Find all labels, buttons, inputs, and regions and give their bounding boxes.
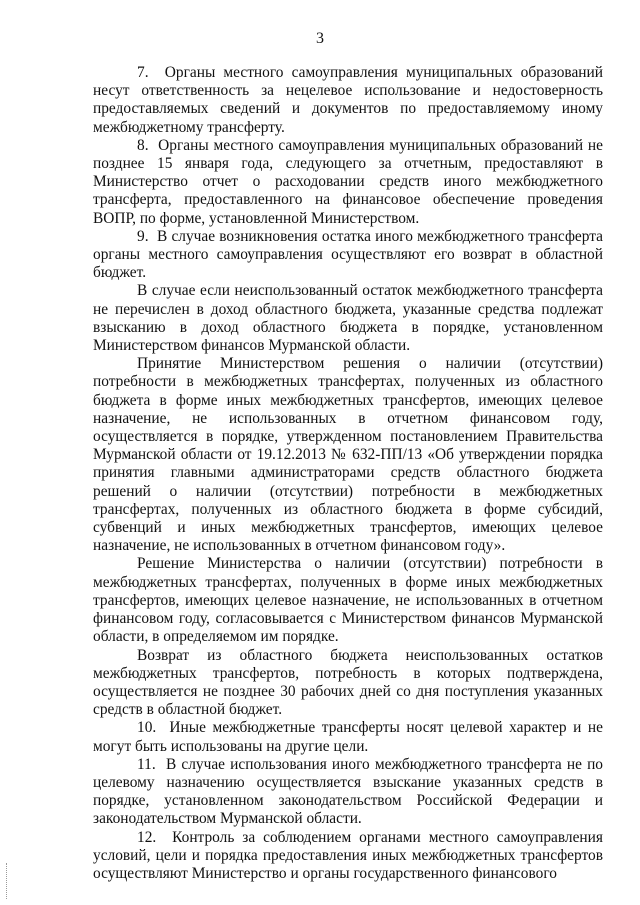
paragraph-9: 9. В случае возникновения остатка иного межбюджетного трансферта органы местного самоуправления осуществляют его возврат в областной бюджет.	[93, 227, 603, 282]
paragraph-8: 8. Органы местного самоуправления муниципальных образований не позднее 15 января года, следующего за отчетным, предоставляют в Министерство отчет о расходовании средств иного межбюджетного трансферта, предоставленного на финансовое обеспечение проведения ВОПР, по форме, установленной Министерством.	[93, 136, 603, 227]
document-body	[93, 64, 603, 883]
paragraph-9-ministry-decision: Решение Министерства о наличии (отсутствии) потребности в межбюджетных трансфертах, полученных в форме иных межбюджетных трансфертов, имеющих целевое назначение, не использованных в отчетном финансовом году, согласовывается с Министерством финансов Мурманской области, в определяемом им порядке.	[93, 555, 603, 646]
paragraph-10: 10. Иные межбюджетные трансферты носят целевой характер и не могут быть использованы на другие цели.	[93, 719, 603, 755]
paragraph-7: 7. Органы местного самоуправления муниципальных образований несут ответственность за нецелевое использование и недостоверность предоставляемых сведений и документов по предоставляемому иному межбюджетному трансферту.	[93, 64, 603, 136]
paragraph-11: 11. В случае использования иного межбюджетного трансферта не по целевому назначению осуществляется взыскание указанных средств в порядке, установленном законодательством Российской Федерации и законодательством Мурманской области.	[93, 755, 603, 828]
paragraph-12: 12. Контроль за соблюдением органами местного самоуправления условий, цели и порядка предоставления иных межбюджетных трансфертов осуществляют Министерство и органы государственного финансового	[93, 828, 603, 882]
paragraph-9-return-deadline: Возврат из областного бюджета неиспользованных остатков межбюджетных трансфертов, потребность в которых подтверждена, осуществляется не позднее 30 рабочих дней со дня поступления указанных средств в областной бюджет.	[93, 646, 603, 719]
scan-margin-mark	[6, 863, 9, 899]
paragraph-9-need-decision: Принятие Министерством решения о наличии (отсутствии) потребности в межбюджетных трансфертах, полученных из областного бюджета в форме иных межбюджетных трансфертов, имеющих целевое назначение, не использованных в отчетном финансовом году, осуществляется в порядке, утвержденном постановлением Правительства Мурманской области от 19.12.2013 № 632-ПП/13 «Об утверждении порядка принятия главными администраторами средств областного бюджета решений о наличии (отсутствии) потребности в межбюджетных трансфертах, полученных из областного бюджета в форме субсидий, субвенций и иных межбюджетных трансфертов, имеющих целевое назначение, не использованных в отчетном финансовом году».	[93, 355, 603, 555]
paragraph-9-unreturned-balance: В случае если неиспользованный остаток межбюджетного трансферта не перечислен в доход областного бюджета, указанные средства подлежат взысканию в доход областного бюджета в порядке, установленном Министерством финансов Мурманской области.	[93, 282, 603, 355]
page-number: 3	[316, 30, 324, 47]
